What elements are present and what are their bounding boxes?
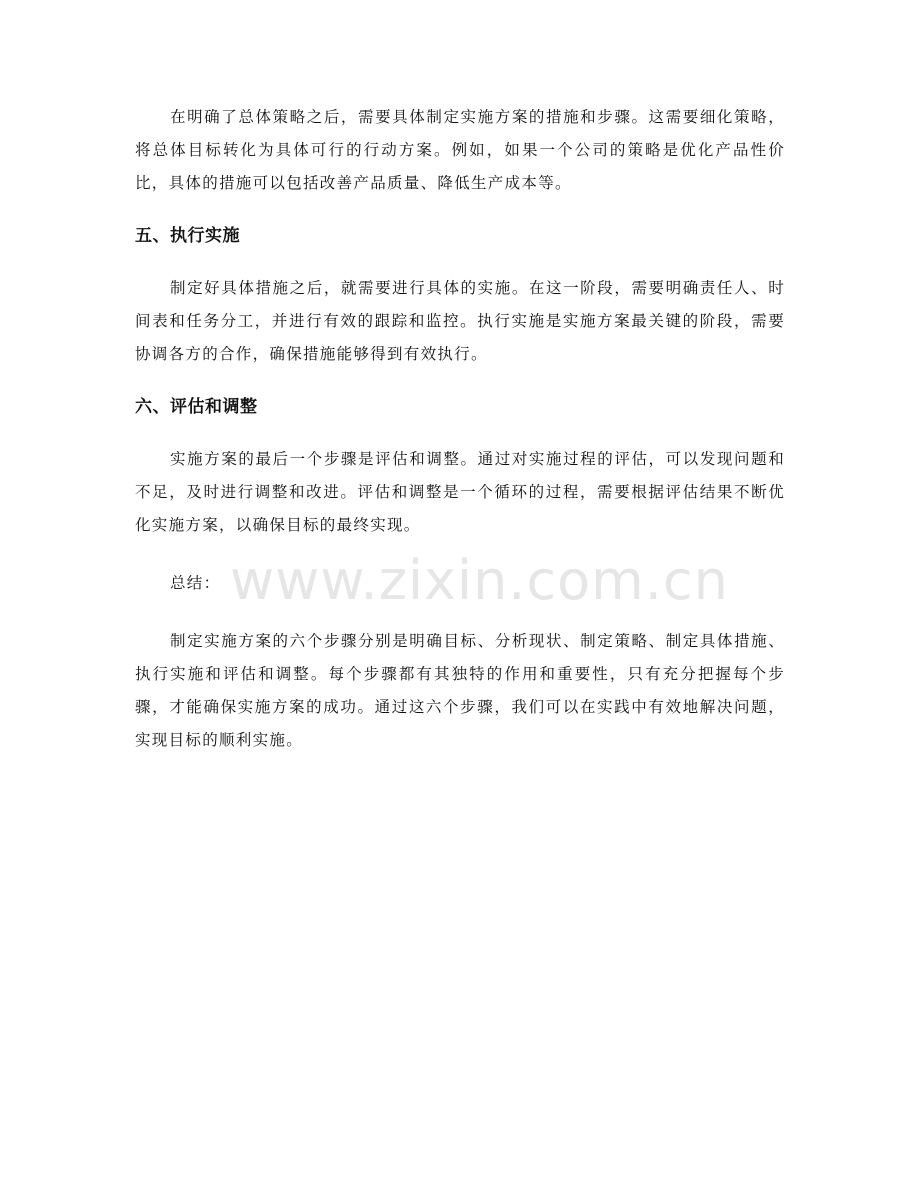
section-6-paragraph: 实施方案的最后一个步骤是评估和调整。通过对实施过程的评估，可以发现问题和不足，及时进行调整和改进。评估和调整是一个循环的过程，需要根据评估结果不断优化实施方案，以确保目标的最终实现。 [135, 450, 785, 534]
watermark-text: www.zixin.com.cn [230, 549, 729, 612]
summary-label: 总结： [170, 574, 221, 592]
section-6-heading: 六、评估和调整 [135, 397, 258, 417]
document-body [135, 101, 785, 757]
summary-paragraph: 制定实施方案的六个步骤分别是明确目标、分析现状、制定策略、制定具体措施、执行实施和评估和调整。每个步骤都有其独特的作用和重要性，只有充分把握每个步骤，才能确保实施方案的成功。通过这六个步骤，我们可以在实践中有效地解决问题，实现目标的顺利实施。 [135, 632, 785, 749]
section-5-paragraph: 制定好具体措施之后，就需要进行具体的实施。在这一阶段，需要明确责任人、时间表和任务分工，并进行有效的跟踪和监控。执行实施是实施方案最关键的阶段，需要协调各方的合作，确保措施能够得到有效执行。 [135, 279, 785, 363]
section-5-heading: 五、执行实施 [135, 226, 240, 246]
intro-paragraph: 在明确了总体策略之后，需要具体制定实施方案的措施和步骤。这需要细化策略，将总体目标转化为具体可行的行动方案。例如，如果一个公司的策略是优化产品性价比，具体的措施可以包括改善产品质量、降低生产成本等。 [135, 108, 785, 192]
